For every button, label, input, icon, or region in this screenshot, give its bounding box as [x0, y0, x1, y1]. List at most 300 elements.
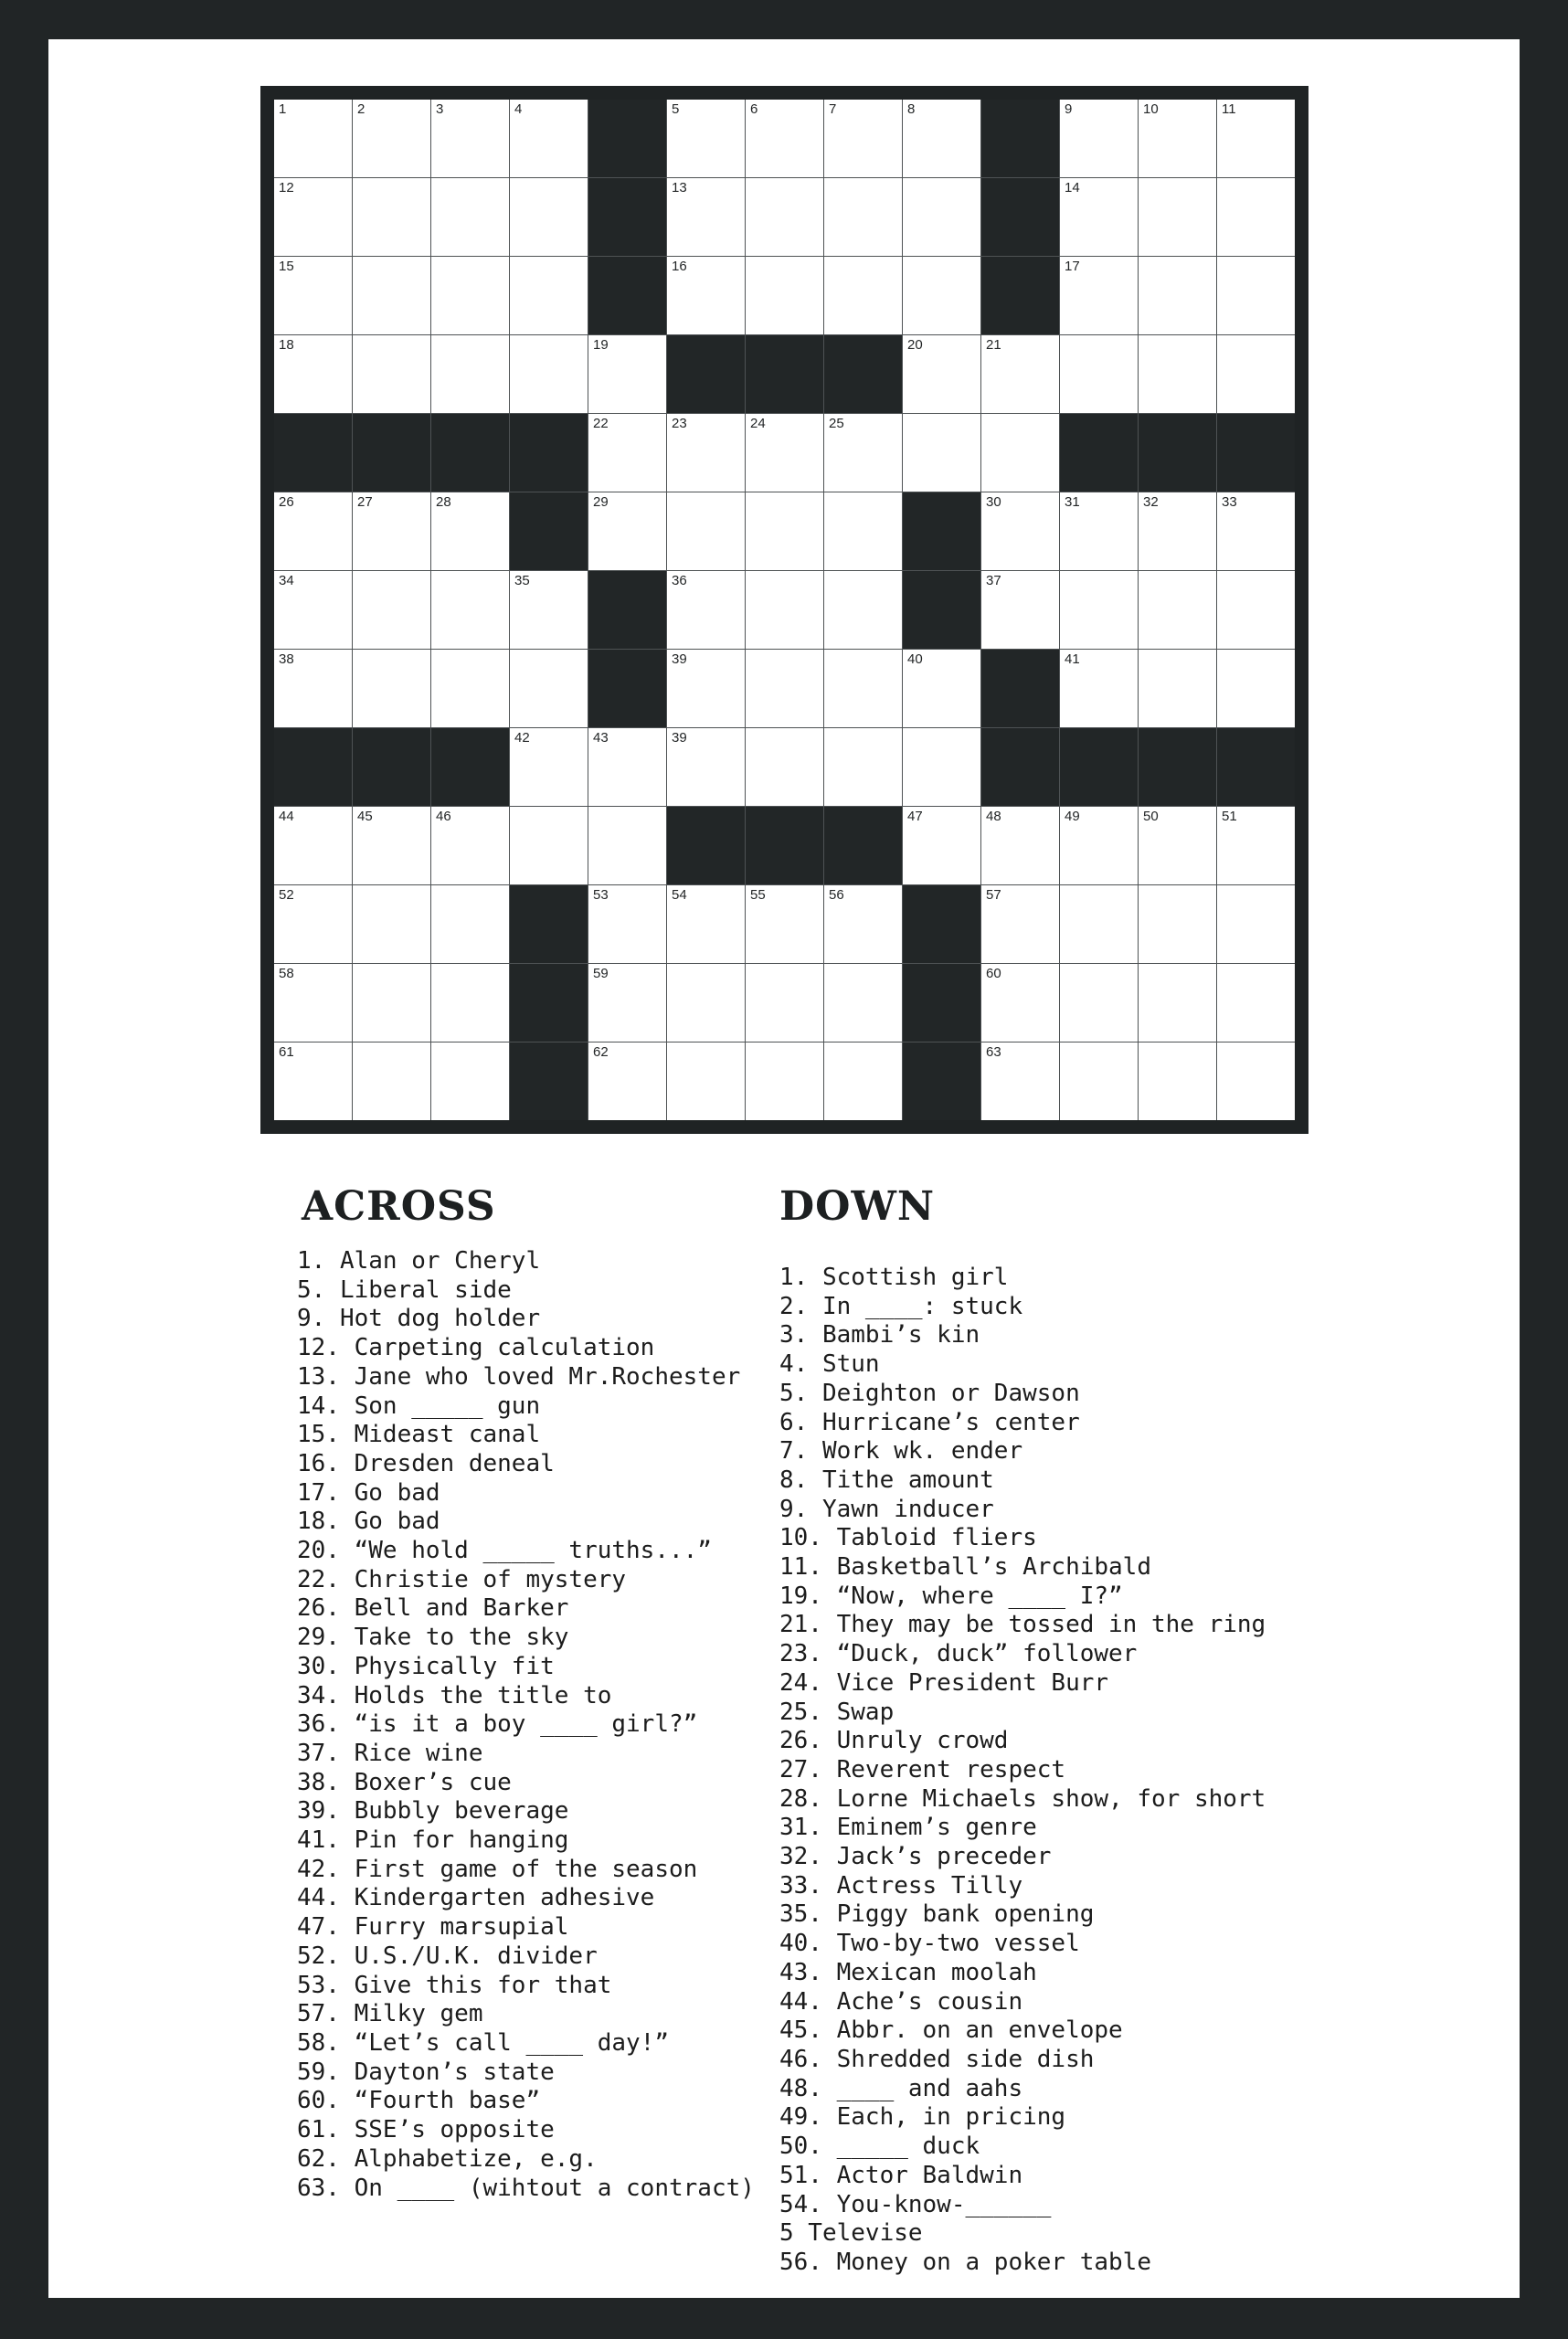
grid-cell[interactable]	[510, 571, 588, 649]
cell-number: 19	[593, 337, 609, 353]
grid-cell[interactable]	[824, 650, 902, 727]
clue: 9. Hot dog holder	[297, 1305, 541, 1333]
grid-cell[interactable]	[824, 728, 902, 806]
black-cell	[510, 964, 588, 1042]
cell-number: 62	[593, 1044, 609, 1060]
grid-cell[interactable]	[746, 492, 823, 570]
grid-cell[interactable]	[824, 1042, 902, 1120]
grid-cell[interactable]	[667, 571, 745, 649]
cell-number: 25	[829, 416, 844, 431]
black-cell	[667, 807, 745, 884]
clue: 33. Actress Tilly	[779, 1871, 1023, 1900]
grid-cell[interactable]	[1139, 257, 1216, 334]
grid-cell[interactable]	[1139, 100, 1216, 177]
grid-cell[interactable]	[588, 728, 666, 806]
crossword-grid-frame	[260, 86, 1308, 1134]
grid-cell[interactable]	[274, 650, 352, 727]
down-clue-list	[779, 1264, 1266, 2278]
grid-cell[interactable]	[353, 335, 430, 413]
grid-cell[interactable]	[510, 650, 588, 727]
clue: 44. Kindergarten adhesive	[297, 1884, 655, 1912]
grid-cell[interactable]	[274, 492, 352, 570]
cell-number: 47	[907, 809, 923, 824]
grid-cell[interactable]	[903, 807, 980, 884]
clue: 60. “Fourth base”	[297, 2087, 541, 2115]
clue: 26. Unruly crowd	[779, 1727, 1009, 1755]
grid-cell[interactable]	[510, 335, 588, 413]
cell-number: 38	[279, 651, 294, 667]
black-cell	[903, 571, 980, 649]
clue: 53. Give this for that	[297, 1971, 612, 1999]
black-cell	[903, 492, 980, 570]
grid-cell[interactable]	[274, 807, 352, 884]
cell-number: 56	[829, 887, 844, 903]
cell-number: 4	[514, 101, 523, 117]
black-cell	[431, 414, 509, 492]
grid-cell[interactable]	[1217, 257, 1295, 334]
grid-cell[interactable]	[353, 100, 430, 177]
clue: 22. Christie of mystery	[297, 1565, 627, 1593]
grid-cell[interactable]	[1060, 178, 1138, 256]
clue: 47. Furry marsupial	[297, 1913, 569, 1942]
clue: 62. Alphabetize, e.g.	[297, 2144, 598, 2173]
cell-number: 43	[593, 730, 609, 746]
cell-number: 7	[829, 101, 837, 117]
grid-cell[interactable]	[510, 728, 588, 806]
grid-cell[interactable]	[824, 571, 902, 649]
clue: 50. _____ duck	[779, 2133, 980, 2161]
grid-cell[interactable]	[667, 492, 745, 570]
black-cell	[510, 1042, 588, 1120]
grid-cell[interactable]	[667, 414, 745, 492]
clue: 25. Swap	[779, 1698, 895, 1726]
cell-number: 46	[436, 809, 451, 824]
clue: 1. Alan or Cheryl	[297, 1247, 541, 1275]
black-cell	[903, 1042, 980, 1120]
grid-cell[interactable]	[981, 807, 1059, 884]
clue: 46. Shredded side dish	[779, 2045, 1095, 2073]
grid-cell[interactable]	[667, 100, 745, 177]
grid-cell[interactable]	[431, 885, 509, 963]
clue: 5. Deighton or Dawson	[779, 1379, 1080, 1407]
clue: 43. Mexican moolah	[779, 1958, 1037, 1986]
grid-cell[interactable]	[1217, 650, 1295, 727]
grid-cell[interactable]	[1139, 178, 1216, 256]
cell-number: 40	[907, 651, 923, 667]
grid-cell[interactable]	[824, 414, 902, 492]
clue: 31. Eminem’s genre	[779, 1814, 1037, 1842]
cell-number: 21	[986, 337, 1001, 353]
cell-number: 20	[907, 337, 923, 353]
grid-cell[interactable]	[667, 1042, 745, 1120]
clue: 42. First game of the season	[297, 1855, 698, 1883]
cell-number: 12	[279, 180, 294, 196]
grid-cell[interactable]	[1060, 964, 1138, 1042]
cell-number: 39	[672, 651, 687, 667]
clue: 51. Actor Baldwin	[779, 2161, 1023, 2189]
clue: 49. Each, in pricing	[779, 2103, 1066, 2132]
grid-cell[interactable]	[1217, 807, 1295, 884]
clue: 23. “Duck, duck” follower	[779, 1640, 1138, 1668]
black-cell	[1060, 414, 1138, 492]
grid-cell[interactable]	[353, 650, 430, 727]
cell-number: 28	[436, 494, 451, 510]
grid-cell[interactable]	[903, 178, 980, 256]
grid-cell[interactable]	[824, 100, 902, 177]
grid-cell[interactable]	[431, 964, 509, 1042]
clue: 20. “We hold _____ truths...”	[297, 1537, 712, 1565]
cell-number: 57	[986, 887, 1001, 903]
grid-cell[interactable]	[1217, 178, 1295, 256]
cell-number: 8	[907, 101, 916, 117]
black-cell	[588, 257, 666, 334]
clue: 10. Tabloid fliers	[779, 1524, 1037, 1552]
grid-cell[interactable]	[903, 414, 980, 492]
grid-cell[interactable]	[746, 178, 823, 256]
grid-cell[interactable]	[746, 964, 823, 1042]
grid-cell[interactable]	[981, 1042, 1059, 1120]
grid-cell[interactable]	[981, 335, 1059, 413]
clue: 32. Jack’s preceder	[779, 1843, 1052, 1871]
clue: 12. Carpeting calculation	[297, 1334, 655, 1362]
clue: 29. Take to the sky	[297, 1624, 569, 1652]
black-cell	[981, 100, 1059, 177]
clue: 52. U.S./U.K. divider	[297, 1942, 598, 1970]
grid-cell[interactable]	[824, 885, 902, 963]
grid-cell[interactable]	[431, 1042, 509, 1120]
grid-cell[interactable]	[274, 100, 352, 177]
crossword-grid	[274, 100, 1295, 1120]
black-cell	[588, 100, 666, 177]
clue: 14. Son _____ gun	[297, 1392, 541, 1420]
black-cell	[981, 178, 1059, 256]
cell-number: 52	[279, 887, 294, 903]
grid-cell[interactable]	[667, 178, 745, 256]
cell-number: 45	[357, 809, 373, 824]
grid-cell[interactable]	[1217, 964, 1295, 1042]
grid-cell[interactable]	[1060, 335, 1138, 413]
grid-cell[interactable]	[1060, 100, 1138, 177]
black-cell	[510, 492, 588, 570]
cell-number: 50	[1143, 809, 1159, 824]
grid-cell[interactable]	[431, 492, 509, 570]
clue: 17. Go bad	[297, 1478, 440, 1507]
black-cell	[353, 414, 430, 492]
black-cell	[981, 728, 1059, 806]
black-cell	[1217, 414, 1295, 492]
black-cell	[588, 178, 666, 256]
grid-cell[interactable]	[1139, 335, 1216, 413]
grid-cell[interactable]	[1060, 257, 1138, 334]
clue: 26. Bell and Barker	[297, 1594, 569, 1623]
grid-cell[interactable]	[588, 885, 666, 963]
cell-number: 63	[986, 1044, 1001, 1060]
puzzle-page	[48, 39, 1520, 2298]
cell-number: 44	[279, 809, 294, 824]
grid-cell[interactable]	[431, 100, 509, 177]
grid-cell[interactable]	[1060, 492, 1138, 570]
grid-cell[interactable]	[667, 650, 745, 727]
clue: 30. Physically fit	[297, 1652, 555, 1680]
grid-cell[interactable]	[510, 807, 588, 884]
grid-cell[interactable]	[746, 1042, 823, 1120]
black-cell	[274, 414, 352, 492]
cell-number: 60	[986, 966, 1001, 981]
clue: 16. Dresden deneal	[297, 1449, 555, 1477]
grid-cell[interactable]	[353, 807, 430, 884]
grid-cell[interactable]	[588, 414, 666, 492]
clue: 57. Milky gem	[297, 2000, 483, 2028]
black-cell	[1139, 414, 1216, 492]
cell-number: 13	[672, 180, 687, 196]
clue: 63. On ____ (wihtout a contract)	[297, 2174, 755, 2202]
grid-cell[interactable]	[824, 492, 902, 570]
cell-number: 22	[593, 416, 609, 431]
grid-cell[interactable]	[588, 335, 666, 413]
grid-cell[interactable]	[353, 178, 430, 256]
clue: 39. Bubbly beverage	[297, 1797, 569, 1826]
grid-cell[interactable]	[1060, 1042, 1138, 1120]
grid-cell[interactable]	[274, 885, 352, 963]
grid-cell[interactable]	[824, 178, 902, 256]
clue: 15. Mideast canal	[297, 1421, 541, 1449]
cell-number: 33	[1222, 494, 1237, 510]
grid-cell[interactable]	[588, 1042, 666, 1120]
cell-number: 58	[279, 966, 294, 981]
grid-cell[interactable]	[1060, 885, 1138, 963]
clue: 45. Abbr. on an envelope	[779, 2016, 1123, 2045]
cell-number: 39	[672, 730, 687, 746]
grid-cell[interactable]	[274, 1042, 352, 1120]
grid-cell[interactable]	[1060, 650, 1138, 727]
grid-cell[interactable]	[746, 414, 823, 492]
grid-cell[interactable]	[824, 257, 902, 334]
cell-number: 53	[593, 887, 609, 903]
grid-cell[interactable]	[274, 257, 352, 334]
black-cell	[903, 964, 980, 1042]
cell-number: 34	[279, 573, 294, 588]
grid-cell[interactable]	[981, 414, 1059, 492]
grid-cell[interactable]	[981, 964, 1059, 1042]
grid-cell[interactable]	[353, 492, 430, 570]
cell-number: 23	[672, 416, 687, 431]
clue: 38. Boxer’s cue	[297, 1768, 512, 1796]
grid-cell[interactable]	[274, 964, 352, 1042]
clue: 6. Hurricane’s center	[779, 1408, 1080, 1436]
down-heading: DOWN	[779, 1183, 936, 1230]
grid-cell[interactable]	[588, 964, 666, 1042]
cell-number: 29	[593, 494, 609, 510]
clue: 40. Two-by-two vessel	[779, 1930, 1080, 1958]
clue: 8. Tithe amount	[779, 1466, 994, 1494]
grid-cell[interactable]	[746, 257, 823, 334]
cell-number: 55	[750, 887, 766, 903]
cell-number: 11	[1222, 101, 1236, 117]
clue: 35. Piggy bank opening	[779, 1900, 1095, 1929]
grid-cell[interactable]	[1139, 1042, 1216, 1120]
cell-number: 54	[672, 887, 687, 903]
cell-number: 16	[672, 259, 687, 274]
black-cell	[1217, 728, 1295, 806]
clue: 18. Go bad	[297, 1508, 440, 1536]
cell-number: 1	[279, 101, 287, 117]
clue: 61. SSE’s opposite	[297, 2116, 555, 2144]
clue: 21. They may be tossed in the ring	[779, 1611, 1266, 1639]
grid-cell[interactable]	[431, 571, 509, 649]
grid-cell[interactable]	[510, 178, 588, 256]
grid-cell[interactable]	[1217, 885, 1295, 963]
grid-cell[interactable]	[903, 728, 980, 806]
black-cell	[903, 885, 980, 963]
black-cell	[431, 728, 509, 806]
cell-number: 49	[1065, 809, 1080, 824]
grid-cell[interactable]	[1217, 1042, 1295, 1120]
grid-cell[interactable]	[431, 257, 509, 334]
clue: 48. ____ and aahs	[779, 2074, 1023, 2102]
black-cell	[510, 885, 588, 963]
cell-number: 2	[357, 101, 366, 117]
black-cell	[981, 257, 1059, 334]
grid-cell[interactable]	[746, 728, 823, 806]
clue: 7. Work wk. ender	[779, 1437, 1023, 1466]
grid-cell[interactable]	[1139, 885, 1216, 963]
grid-cell[interactable]	[353, 885, 430, 963]
cell-number: 41	[1065, 651, 1080, 667]
grid-cell[interactable]	[903, 257, 980, 334]
cell-number: 5	[672, 101, 680, 117]
grid-cell[interactable]	[431, 650, 509, 727]
clue: 59. Dayton’s state	[297, 2058, 555, 2086]
cell-number: 42	[514, 730, 530, 746]
cell-number: 32	[1143, 494, 1159, 510]
clue: 19. “Now, where ____ I?”	[779, 1582, 1123, 1610]
cell-number: 59	[593, 966, 609, 981]
cell-number: 9	[1065, 101, 1073, 117]
black-cell	[1139, 728, 1216, 806]
cell-number: 14	[1065, 180, 1080, 196]
black-cell	[588, 571, 666, 649]
clue: 5. Liberal side	[297, 1275, 512, 1304]
grid-cell[interactable]	[588, 807, 666, 884]
grid-cell[interactable]	[274, 335, 352, 413]
grid-cell[interactable]	[1217, 571, 1295, 649]
grid-cell[interactable]	[1139, 807, 1216, 884]
clue: 13. Jane who loved Mr.Rochester	[297, 1362, 741, 1391]
clue: 37. Rice wine	[297, 1739, 483, 1767]
grid-cell[interactable]	[746, 100, 823, 177]
grid-cell[interactable]	[1139, 964, 1216, 1042]
grid-cell[interactable]	[274, 178, 352, 256]
black-cell	[667, 335, 745, 413]
grid-cell[interactable]	[1060, 807, 1138, 884]
grid-cell[interactable]	[1060, 571, 1138, 649]
clue: 4. Stun	[779, 1350, 880, 1379]
grid-cell[interactable]	[1217, 335, 1295, 413]
cell-number: 36	[672, 573, 687, 588]
grid-cell[interactable]	[746, 571, 823, 649]
grid-cell[interactable]	[903, 335, 980, 413]
cell-number: 30	[986, 494, 1001, 510]
cell-number: 6	[750, 101, 758, 117]
black-cell	[746, 335, 823, 413]
grid-cell[interactable]	[981, 492, 1059, 570]
cell-number: 51	[1222, 809, 1237, 824]
black-cell	[824, 807, 902, 884]
grid-cell[interactable]	[1217, 100, 1295, 177]
cell-number: 10	[1143, 101, 1159, 117]
clue: 54. You-know-______	[779, 2190, 1052, 2218]
grid-cell[interactable]	[1139, 650, 1216, 727]
grid-cell[interactable]	[431, 807, 509, 884]
black-cell	[510, 414, 588, 492]
black-cell	[981, 650, 1059, 727]
grid-cell[interactable]	[667, 728, 745, 806]
grid-cell[interactable]	[746, 885, 823, 963]
grid-cell[interactable]	[981, 885, 1059, 963]
grid-cell[interactable]	[510, 257, 588, 334]
grid-cell[interactable]	[667, 885, 745, 963]
grid-cell[interactable]	[903, 100, 980, 177]
cell-number: 26	[279, 494, 294, 510]
grid-cell[interactable]	[431, 335, 509, 413]
grid-cell[interactable]	[1139, 492, 1216, 570]
clue: 36. “is it a boy ____ girl?”	[297, 1710, 698, 1739]
clue: 24. Vice President Burr	[779, 1668, 1109, 1697]
clue: 11. Basketball’s Archibald	[779, 1553, 1151, 1582]
clue: 56. Money on a poker table	[779, 2248, 1151, 2276]
grid-cell[interactable]	[353, 571, 430, 649]
grid-cell[interactable]	[981, 571, 1059, 649]
across-heading: ACROSS	[302, 1183, 496, 1230]
cell-number: 37	[986, 573, 1001, 588]
clue: 58. “Let’s call ____ day!”	[297, 2028, 669, 2057]
clue: 9. Yawn inducer	[779, 1495, 994, 1523]
cell-number: 3	[436, 101, 444, 117]
cell-number: 31	[1065, 494, 1080, 510]
cell-number: 24	[750, 416, 766, 431]
black-cell	[824, 335, 902, 413]
cell-number: 27	[357, 494, 373, 510]
grid-cell[interactable]	[667, 964, 745, 1042]
grid-cell[interactable]	[353, 257, 430, 334]
grid-cell[interactable]	[1139, 571, 1216, 649]
grid-cell[interactable]	[431, 178, 509, 256]
grid-cell[interactable]	[746, 650, 823, 727]
clue: 44. Ache’s cousin	[779, 1987, 1023, 2016]
black-cell	[588, 650, 666, 727]
cell-number: 48	[986, 809, 1001, 824]
grid-cell[interactable]	[353, 964, 430, 1042]
grid-cell[interactable]	[274, 571, 352, 649]
cell-number: 35	[514, 573, 530, 588]
cell-number: 17	[1065, 259, 1080, 274]
across-clue-list	[297, 1247, 755, 2203]
clue: 41. Pin for hanging	[297, 1826, 569, 1855]
black-cell	[1060, 728, 1138, 806]
clue: 3. Bambi’s kin	[779, 1321, 980, 1349]
grid-cell[interactable]	[667, 257, 745, 334]
grid-cell[interactable]	[353, 1042, 430, 1120]
clue: 27. Reverent respect	[779, 1755, 1066, 1783]
grid-cell[interactable]	[510, 100, 588, 177]
grid-cell[interactable]	[1217, 492, 1295, 570]
black-cell	[353, 728, 430, 806]
grid-cell[interactable]	[824, 964, 902, 1042]
cell-number: 18	[279, 337, 294, 353]
cell-number: 61	[279, 1044, 294, 1060]
grid-cell[interactable]	[588, 492, 666, 570]
grid-cell[interactable]	[903, 650, 980, 727]
